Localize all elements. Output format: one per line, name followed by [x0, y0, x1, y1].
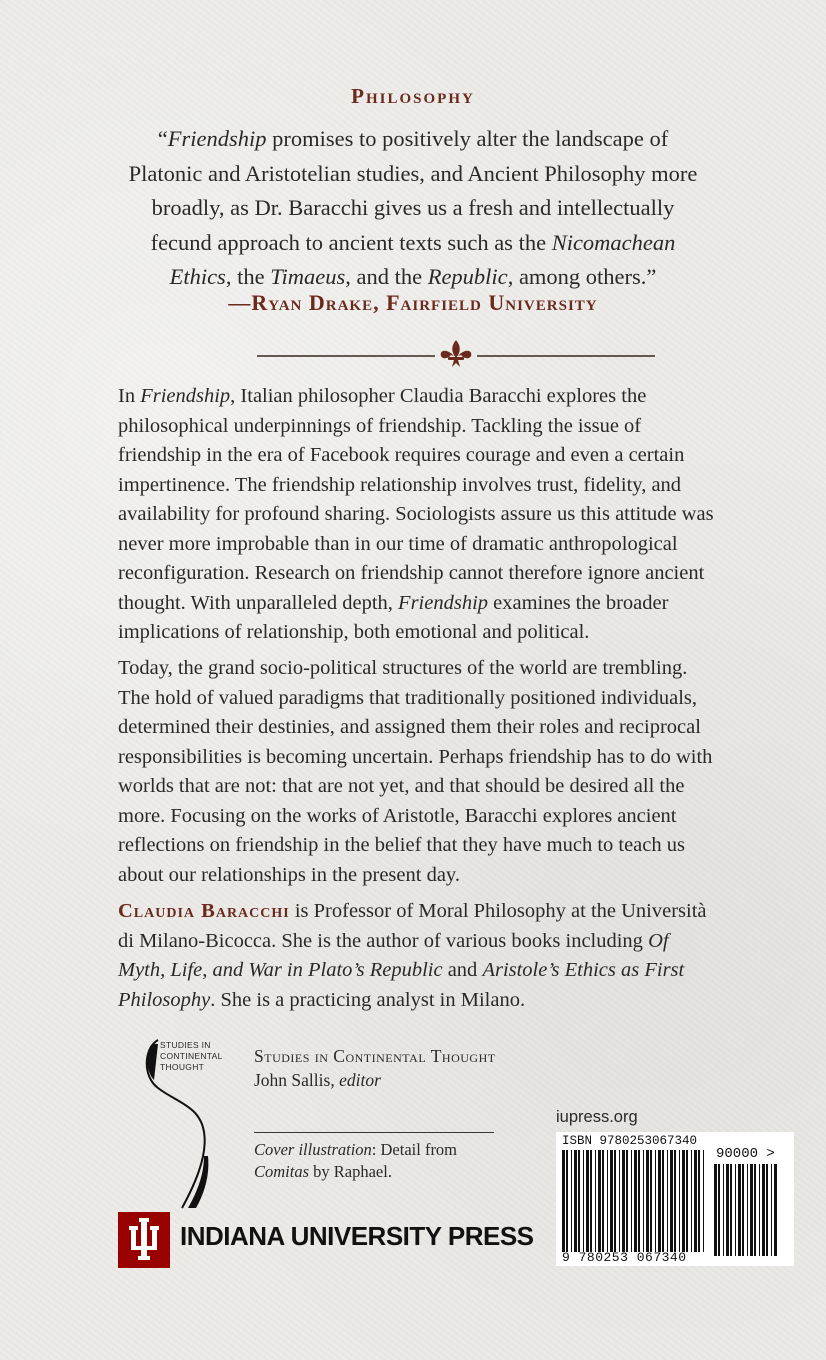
quote-work-title-1: Nicomachean Ethics [169, 229, 676, 289]
author-name: Claudia Baracchi [118, 900, 290, 922]
quote-book-title: Friendship [167, 126, 267, 151]
series-editor: John Sallis, editor [254, 1070, 381, 1090]
cover-illustration-credit: Cover illustration: Detail from Comitas by Raphael. [254, 1140, 458, 1181]
quote-open-mark: “ [157, 126, 168, 151]
series-title: Studies in Continental Thought [254, 1046, 496, 1066]
category-label: Philosophy [351, 84, 475, 108]
book-title: Friendship [398, 591, 489, 614]
author-book-2: Aristole’s Ethics as First Philosophy [118, 959, 685, 1011]
fleur-de-lis-icon [441, 340, 472, 367]
publisher-name: INDIANA UNIVERSITY PRESS [180, 1221, 534, 1251]
quote-text-4: , among others.” [507, 264, 657, 289]
price-code: 90000 > [716, 1146, 775, 1162]
cover-credit-rule [254, 1132, 494, 1133]
description-paragraph-1: In Friendship, Italian philosopher Claudia Baracchi explores the philosophical underpinnings of friendship. Tackling the issue of friendship in the era of Facebook requires courage and even a certain impertinence. The friendship relationship involves trust, fidelity, and availability for profound sharing. Sociologists assure us this attitude was never more improbable than in our time of dramatic anthropological reconfiguration. Research on friendship cannot therefore ignore ancient thought. With unparalleled depth, Friendship examines the broader implications of relationship, both emotional and political. [118, 385, 714, 643]
fleur-de-lis-divider [257, 338, 655, 368]
author-book-1: Of Myth, Life, and War in Plato’s Republic [118, 929, 669, 981]
book-title: Friendship [140, 385, 231, 407]
publisher-website: iupress.org [556, 1108, 638, 1126]
isbn-barcode-icon [562, 1150, 708, 1252]
quote-text-3: , and the [345, 264, 428, 289]
iu-trident-logo-icon [118, 1212, 170, 1268]
price-barcode-icon [714, 1164, 778, 1256]
series-logo-text: STUDIES IN CONTINENTAL THOUGHT [160, 1040, 223, 1072]
description-paragraph-2: Today, the grand socio-political structures of the world are trembling. The hold of valued paradigms that traditionally positioned individuals, determined their destinies, and assigned them their roles and reciprocal responsibilities is becoming uncertain. Perhaps friendship has to do with worlds that are not: that are not yet, and that should be desired all the more. Focusing on the works of Aristotle, Baracchi explores ancient reflections on friendship in the belief that they have much to teach us about our relationships in the present day. [118, 657, 713, 886]
isbn-digits: 9 780253 067340 [562, 1250, 687, 1265]
quote-text-1: promises to positively alter the landscape of Platonic and Aristotelian studies, and Ancient Philosophy more broadly, as Dr. Baracchi gives us a fresh and intellectually fecund approach to ancient texts such as the [128, 126, 698, 255]
author-bio: Claudia Baracchi is Professor of Moral Philosophy at the Università di Milano-Bicocca. She is the author of various books including Of Myth, Life, and War in Plato’s Republic and Aristole’s Ethics as First Philosophy. She is a practicing analyst in Milano. [118, 900, 707, 1011]
quote-work-title-3: Republic [427, 264, 508, 289]
isbn-text: ISBN 9780253067340 [562, 1134, 698, 1148]
quote-work-title-2: Timaeus [270, 264, 346, 289]
quote-text-2: , the [225, 264, 271, 289]
quote-attribution: —Ryan Drake, Fairfield University [228, 290, 598, 315]
endorsement-quote [128, 122, 698, 295]
